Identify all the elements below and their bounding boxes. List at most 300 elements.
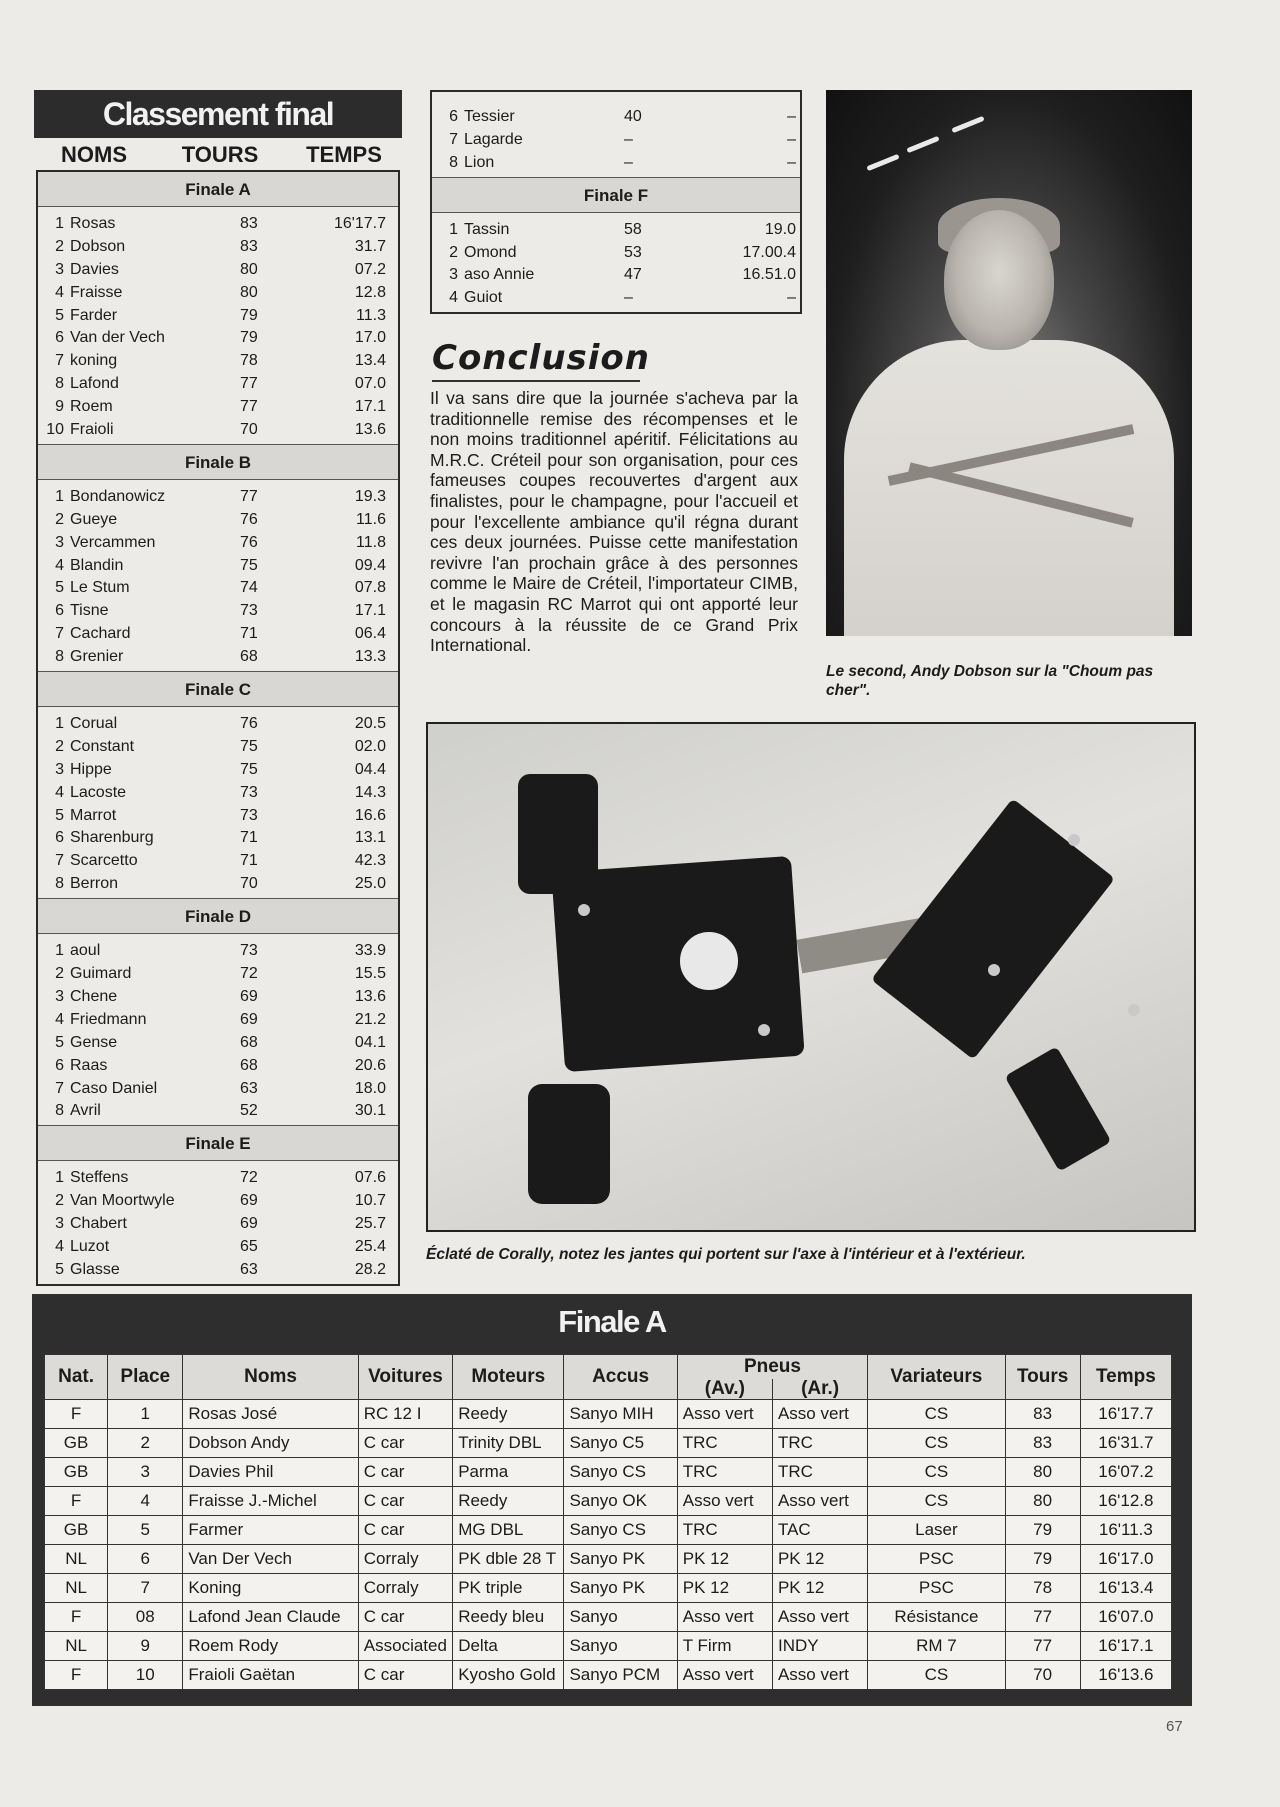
driver-name: aso Annie xyxy=(464,266,535,284)
cell-pneus-ar: Asso vert xyxy=(772,1487,867,1516)
driver-name: Cachard xyxy=(70,625,131,643)
light-streak xyxy=(951,116,984,133)
time: 11.3 xyxy=(356,306,386,324)
driver-name: Berron xyxy=(70,875,119,893)
result-row xyxy=(38,373,398,396)
finale-header: Finale C xyxy=(38,671,398,707)
time: 16.6 xyxy=(354,806,386,824)
time: 30.1 xyxy=(354,1102,386,1120)
table-row xyxy=(45,1487,1172,1516)
result-row xyxy=(38,600,398,623)
laps: 69 xyxy=(240,1010,258,1028)
conclusion-text: Il va sans dire que la journée s'acheva par la traditionnelle remise des récompenses et le non moins traditionnel apéritif. Félicitations au M.R.C. Créteil pour son organisation, pour ces fameuses coupes recouvertes d'argent aux finalistes, pour le champagne, pour l'accueil et pour l'excellente ambiance qu'il régna durant ces deux journées. Puisse cette manifestation revivre l'an prochain grâce à des personnes comme le Maire de Créteil, l'importateur CIMB, et le magasin RC Marrot qui ont apporté leur concours à la réussite de ce Grand Prix International. xyxy=(430,388,798,656)
time: 21.2 xyxy=(354,1010,386,1028)
cell-voiture: C car xyxy=(358,1458,452,1487)
laps: 69 xyxy=(240,987,258,1005)
time: 04.4 xyxy=(354,760,386,778)
bolt xyxy=(1068,834,1080,846)
laps: 75 xyxy=(240,556,258,574)
laps: 63 xyxy=(240,1079,258,1097)
time: 11.6 xyxy=(356,510,386,528)
cell-accus: Sanyo CS xyxy=(564,1458,677,1487)
cell-accus: Sanyo C5 xyxy=(564,1429,677,1458)
result-row xyxy=(38,986,398,1009)
time: 15.5 xyxy=(354,965,386,983)
classement-continuation xyxy=(430,90,802,314)
driver-name: Van Moortwyle xyxy=(70,1192,175,1210)
time: 33.9 xyxy=(354,942,386,960)
cell-tours: 77 xyxy=(1005,1632,1080,1661)
result-row xyxy=(432,152,800,175)
cell-voiture: C car xyxy=(358,1429,452,1458)
result-row xyxy=(38,259,398,282)
driver-name: Le Stum xyxy=(70,579,130,597)
result-row xyxy=(38,646,398,669)
driver-name: Friedmann xyxy=(70,1010,147,1028)
laps: 76 xyxy=(240,533,258,551)
classement-box xyxy=(36,170,400,1286)
laps: – xyxy=(624,130,633,148)
cell-temps: 16'31.7 xyxy=(1080,1429,1171,1458)
cell-voiture: Corraly xyxy=(358,1574,452,1603)
laps: 68 xyxy=(240,1056,258,1074)
cell-pneus-ar: TRC xyxy=(772,1458,867,1487)
cell-nat: F xyxy=(45,1603,108,1632)
result-row xyxy=(38,1236,398,1259)
conclusion-title: Conclusion xyxy=(432,338,640,382)
rank: 3 xyxy=(55,260,64,278)
rank: 5 xyxy=(55,806,64,824)
rank: 3 xyxy=(55,760,64,778)
result-row xyxy=(38,827,398,850)
rank: 10 xyxy=(46,421,64,439)
finale-rows xyxy=(38,207,398,444)
cell-nat: NL xyxy=(45,1545,108,1574)
cell-moteur: Reedy xyxy=(453,1400,564,1429)
rank: 1 xyxy=(55,1169,64,1187)
result-row xyxy=(38,1078,398,1101)
cell-variateur: CS xyxy=(868,1400,1005,1429)
rank: 3 xyxy=(55,1215,64,1233)
photo-andy-dobson xyxy=(826,90,1192,636)
laps: 53 xyxy=(624,243,642,261)
finale-f-header: Finale F xyxy=(432,177,800,213)
rank: 7 xyxy=(55,625,64,643)
rank: 1 xyxy=(55,942,64,960)
result-row xyxy=(38,1213,398,1236)
cell-noms: Fraisse J.-Michel xyxy=(183,1487,358,1516)
rank: 4 xyxy=(55,556,64,574)
cell-nat: GB xyxy=(45,1516,108,1545)
driver-name: Hippe xyxy=(70,760,112,778)
cell-moteur: Delta xyxy=(453,1632,564,1661)
time: 17.1 xyxy=(354,398,386,416)
rank: 8 xyxy=(449,153,458,171)
cell-place: 08 xyxy=(108,1603,183,1632)
cell-moteur: Trinity DBL xyxy=(453,1429,564,1458)
rank: 2 xyxy=(449,243,458,261)
result-row xyxy=(38,736,398,759)
driver-name: Tessier xyxy=(464,108,515,125)
cell-tours: 80 xyxy=(1005,1487,1080,1516)
result-row xyxy=(38,1259,398,1282)
driver-name: Blandin xyxy=(70,556,124,574)
cell-temps: 16'13.6 xyxy=(1080,1661,1171,1690)
cell-temps: 16'07.0 xyxy=(1080,1603,1171,1632)
rank: 9 xyxy=(55,398,64,416)
cell-variateur: CS xyxy=(868,1487,1005,1516)
rank: 4 xyxy=(55,1010,64,1028)
laps: 75 xyxy=(240,760,258,778)
rank: 2 xyxy=(55,737,64,755)
col-moteurs: Moteurs xyxy=(453,1355,564,1400)
driver-name: Tisne xyxy=(70,602,109,620)
cell-nat: NL xyxy=(45,1574,108,1603)
finale-header: Finale A xyxy=(38,172,398,207)
col-variateurs: Variateurs xyxy=(868,1355,1005,1400)
time: 11.8 xyxy=(356,533,386,551)
time: 28.2 xyxy=(354,1260,386,1278)
laps: 77 xyxy=(240,487,258,505)
cell-voiture: C car xyxy=(358,1516,452,1545)
time: 13.6 xyxy=(354,421,386,439)
laps: 73 xyxy=(240,942,258,960)
driver-name: Constant xyxy=(70,737,135,755)
driver-name: Grenier xyxy=(70,648,124,666)
cell-pneus-av: Asso vert xyxy=(677,1603,772,1632)
wheel-hub xyxy=(668,920,750,1002)
cell-temps: 16'13.4 xyxy=(1080,1574,1171,1603)
laps: 47 xyxy=(624,266,642,284)
table-row xyxy=(45,1574,1172,1603)
laps: 83 xyxy=(240,237,258,255)
laps: 68 xyxy=(240,1033,258,1051)
table-row xyxy=(45,1400,1172,1429)
time: 07.6 xyxy=(354,1169,386,1187)
rank: 6 xyxy=(449,108,458,125)
time: 25.4 xyxy=(354,1237,386,1255)
rank: 3 xyxy=(55,533,64,551)
cell-pneus-ar: Asso vert xyxy=(772,1603,867,1632)
result-row xyxy=(38,940,398,963)
rank: 8 xyxy=(55,875,64,893)
cell-moteur: Reedy xyxy=(453,1487,564,1516)
rank: 8 xyxy=(55,648,64,666)
time: 20.5 xyxy=(354,715,386,733)
table-row xyxy=(45,1458,1172,1487)
rank: 2 xyxy=(55,965,64,983)
result-row xyxy=(38,623,398,646)
time: 04.1 xyxy=(354,1033,386,1051)
driver-name: Van der Vech xyxy=(70,329,165,347)
laps: 79 xyxy=(240,306,258,324)
photo1-caption: Le second, Andy Dobson sur la "Choum pas cher". xyxy=(826,663,1154,699)
time: 18.0 xyxy=(354,1079,386,1097)
result-row xyxy=(432,264,800,287)
rank: 6 xyxy=(55,329,64,347)
driver-name: Gense xyxy=(70,1033,118,1051)
cell-pneus-av: PK 12 xyxy=(677,1574,772,1603)
rank: 8 xyxy=(55,1102,64,1120)
driver-name: Sharenburg xyxy=(70,829,154,847)
cell-variateur: PSC xyxy=(868,1574,1005,1603)
driver-name: aoul xyxy=(70,942,101,960)
laps: 58 xyxy=(624,220,642,238)
cell-voiture: RC 12 I xyxy=(358,1400,452,1429)
cell-place: 7 xyxy=(108,1574,183,1603)
result-row xyxy=(38,782,398,805)
cell-voiture: C car xyxy=(358,1603,452,1632)
driver-name: Omond xyxy=(464,243,517,261)
cell-temps: 16'17.7 xyxy=(1080,1400,1171,1429)
laps: 70 xyxy=(240,421,258,439)
bolt xyxy=(988,964,1000,976)
laps: 80 xyxy=(240,260,258,278)
cell-noms: Van Der Vech xyxy=(183,1545,358,1574)
cell-place: 1 xyxy=(108,1400,183,1429)
result-row xyxy=(38,1009,398,1032)
laps: 40 xyxy=(624,108,642,125)
cell-temps: 16'17.0 xyxy=(1080,1545,1171,1574)
cell-place: 10 xyxy=(108,1661,183,1690)
laps: 72 xyxy=(240,1169,258,1187)
col-pneus-ar: (Ar.) xyxy=(772,1379,867,1400)
cell-variateur: CS xyxy=(868,1429,1005,1458)
finale-rows xyxy=(38,1161,398,1283)
driver-name: Gueye xyxy=(70,510,118,528)
time: 16'17.7 xyxy=(334,215,386,232)
cell-variateur: RM 7 xyxy=(868,1632,1005,1661)
cell-pneus-ar: Asso vert xyxy=(772,1661,867,1690)
classement-final xyxy=(34,90,402,1286)
result-row xyxy=(38,850,398,873)
laps: 83 xyxy=(240,215,258,232)
cell-pneus-ar: TAC xyxy=(772,1516,867,1545)
header-tours: TOURS xyxy=(181,142,259,167)
laps: 79 xyxy=(240,329,258,347)
time: 17.0 xyxy=(354,329,386,347)
cell-accus: Sanyo xyxy=(564,1632,677,1661)
cell-tours: 79 xyxy=(1005,1545,1080,1574)
col-accus: Accus xyxy=(564,1355,677,1400)
cell-pneus-av: Asso vert xyxy=(677,1400,772,1429)
result-row xyxy=(38,1100,398,1123)
cell-pneus-ar: TRC xyxy=(772,1429,867,1458)
cell-moteur: Kyosho Gold xyxy=(453,1661,564,1690)
cell-variateur: CS xyxy=(868,1458,1005,1487)
laps: 69 xyxy=(240,1215,258,1233)
laps: 70 xyxy=(240,875,258,893)
result-row xyxy=(38,963,398,986)
laps: 76 xyxy=(240,510,258,528)
cell-tours: 78 xyxy=(1005,1574,1080,1603)
laps: 52 xyxy=(240,1102,258,1120)
driver-name: Fraisse xyxy=(70,283,123,301)
light-streak xyxy=(866,154,899,171)
cell-place: 3 xyxy=(108,1458,183,1487)
time: 20.6 xyxy=(354,1056,386,1074)
cell-tours: 80 xyxy=(1005,1458,1080,1487)
rank: 2 xyxy=(55,237,64,255)
cell-pneus-ar: PK 12 xyxy=(772,1545,867,1574)
cell-pneus-av: TRC xyxy=(677,1458,772,1487)
laps: 75 xyxy=(240,737,258,755)
rank: 2 xyxy=(55,1192,64,1210)
cell-accus: Sanyo xyxy=(564,1603,677,1632)
driver-name: Rosas xyxy=(70,215,116,232)
laps: 76 xyxy=(240,715,258,733)
cell-moteur: PK triple xyxy=(453,1574,564,1603)
driver-name: Lagarde xyxy=(464,130,523,148)
time: – xyxy=(787,108,796,125)
col-pneus: Pneus xyxy=(677,1355,867,1380)
rank: 1 xyxy=(55,487,64,505)
time: 09.4 xyxy=(354,556,386,574)
time: 19.0 xyxy=(764,220,796,238)
cell-pneus-av: TRC xyxy=(677,1516,772,1545)
header-temps: TEMPS xyxy=(306,142,382,167)
table-row xyxy=(45,1603,1172,1632)
time: 07.2 xyxy=(354,260,386,278)
result-row xyxy=(38,419,398,442)
col-place: Place xyxy=(108,1355,183,1400)
person-head xyxy=(944,210,1054,350)
time: 16.51.0 xyxy=(742,266,796,284)
driver-name: Bondanowicz xyxy=(70,487,166,505)
laps: 69 xyxy=(240,1192,258,1210)
rank: 3 xyxy=(449,266,458,284)
table-row xyxy=(45,1632,1172,1661)
cell-noms: Farmer xyxy=(183,1516,358,1545)
driver-name: Farder xyxy=(70,306,118,324)
cell-moteur: PK dble 28 T xyxy=(453,1545,564,1574)
time: 10.7 xyxy=(354,1192,386,1210)
cell-variateur: Laser xyxy=(868,1516,1005,1545)
result-row xyxy=(38,759,398,782)
finale-rows xyxy=(38,480,398,671)
cell-place: 9 xyxy=(108,1632,183,1661)
result-row xyxy=(38,713,398,736)
cell-voiture: Corraly xyxy=(358,1545,452,1574)
cell-pneus-av: PK 12 xyxy=(677,1545,772,1574)
cell-accus: Sanyo PK xyxy=(564,1574,677,1603)
page-number: 67 xyxy=(1166,1718,1183,1735)
table-row xyxy=(45,1661,1172,1690)
col-tours: Tours xyxy=(1005,1355,1080,1400)
result-row xyxy=(38,213,398,236)
driver-name: Guimard xyxy=(70,965,132,983)
driver-name: koning xyxy=(70,352,118,370)
finale-rows xyxy=(38,707,398,898)
driver-name: Lacoste xyxy=(70,783,127,801)
time: 19.3 xyxy=(354,487,386,505)
laps: 77 xyxy=(240,375,258,393)
time: 25.7 xyxy=(354,1215,386,1233)
rank: 8 xyxy=(55,375,64,393)
time: 07.8 xyxy=(354,579,386,597)
cell-accus: Sanyo PCM xyxy=(564,1661,677,1690)
rank: 5 xyxy=(55,579,64,597)
rank: 6 xyxy=(55,1056,64,1074)
cell-pneus-av: TRC xyxy=(677,1429,772,1458)
time: 17.00.4 xyxy=(742,243,796,261)
result-row xyxy=(38,805,398,828)
driver-name: Chene xyxy=(70,987,118,1005)
result-row xyxy=(38,577,398,600)
time: – xyxy=(787,130,796,148)
cell-voiture: C car xyxy=(358,1661,452,1690)
rank: 4 xyxy=(55,1237,64,1255)
col-voitures: Voitures xyxy=(358,1355,452,1400)
rank: 6 xyxy=(55,829,64,847)
finale-a-table-body xyxy=(45,1400,1172,1690)
cell-nat: NL xyxy=(45,1632,108,1661)
driver-name: Scarcetto xyxy=(70,852,138,870)
rank: 2 xyxy=(55,510,64,528)
driver-name: Vercammen xyxy=(70,533,156,551)
time: 12.8 xyxy=(354,283,386,301)
laps: 74 xyxy=(240,579,258,597)
cell-temps: 16'17.1 xyxy=(1080,1632,1171,1661)
motor-can xyxy=(518,774,598,894)
finale-header: Finale E xyxy=(38,1125,398,1161)
col-noms: Noms xyxy=(183,1355,358,1400)
cell-noms: Roem Rody xyxy=(183,1632,358,1661)
time: 13.1 xyxy=(354,829,386,847)
cell-pneus-ar: PK 12 xyxy=(772,1574,867,1603)
rank: 1 xyxy=(449,220,458,238)
cell-temps: 16'11.3 xyxy=(1080,1516,1171,1545)
cell-nat: F xyxy=(45,1661,108,1690)
rank: 7 xyxy=(55,352,64,370)
cell-tours: 79 xyxy=(1005,1516,1080,1545)
rank: 1 xyxy=(55,215,64,232)
time: 06.4 xyxy=(354,625,386,643)
bolt xyxy=(578,904,590,916)
driver-name: Chabert xyxy=(70,1215,127,1233)
time: 17.1 xyxy=(354,602,386,620)
cell-nat: GB xyxy=(45,1458,108,1487)
laps: 71 xyxy=(240,625,258,643)
driver-name: Steffens xyxy=(70,1169,129,1187)
cell-noms: Rosas José xyxy=(183,1400,358,1429)
cell-pneus-av: Asso vert xyxy=(677,1661,772,1690)
header-noms: NOMS xyxy=(61,142,127,167)
result-row xyxy=(432,106,800,129)
driver-name: Lafond xyxy=(70,375,119,393)
time: 07.0 xyxy=(354,375,386,393)
col-pneus-av: (Av.) xyxy=(677,1379,772,1400)
driver-name: Tassin xyxy=(464,220,510,238)
result-row xyxy=(432,129,800,152)
laps: 71 xyxy=(240,829,258,847)
cell-moteur: Reedy bleu xyxy=(453,1603,564,1632)
rank: 5 xyxy=(55,1033,64,1051)
result-row xyxy=(38,486,398,509)
cell-tours: 83 xyxy=(1005,1400,1080,1429)
driver-name: Guiot xyxy=(464,289,503,307)
cell-accus: Sanyo CS xyxy=(564,1516,677,1545)
result-row xyxy=(38,282,398,305)
table-row xyxy=(45,1516,1172,1545)
finale-a-table xyxy=(44,1354,1172,1690)
time: 02.0 xyxy=(354,737,386,755)
finale-header: Finale D xyxy=(38,898,398,934)
laps: – xyxy=(624,289,633,307)
cell-nat: GB xyxy=(45,1429,108,1458)
time: 13.6 xyxy=(354,987,386,1005)
finale-e-continued-rows xyxy=(432,92,800,177)
